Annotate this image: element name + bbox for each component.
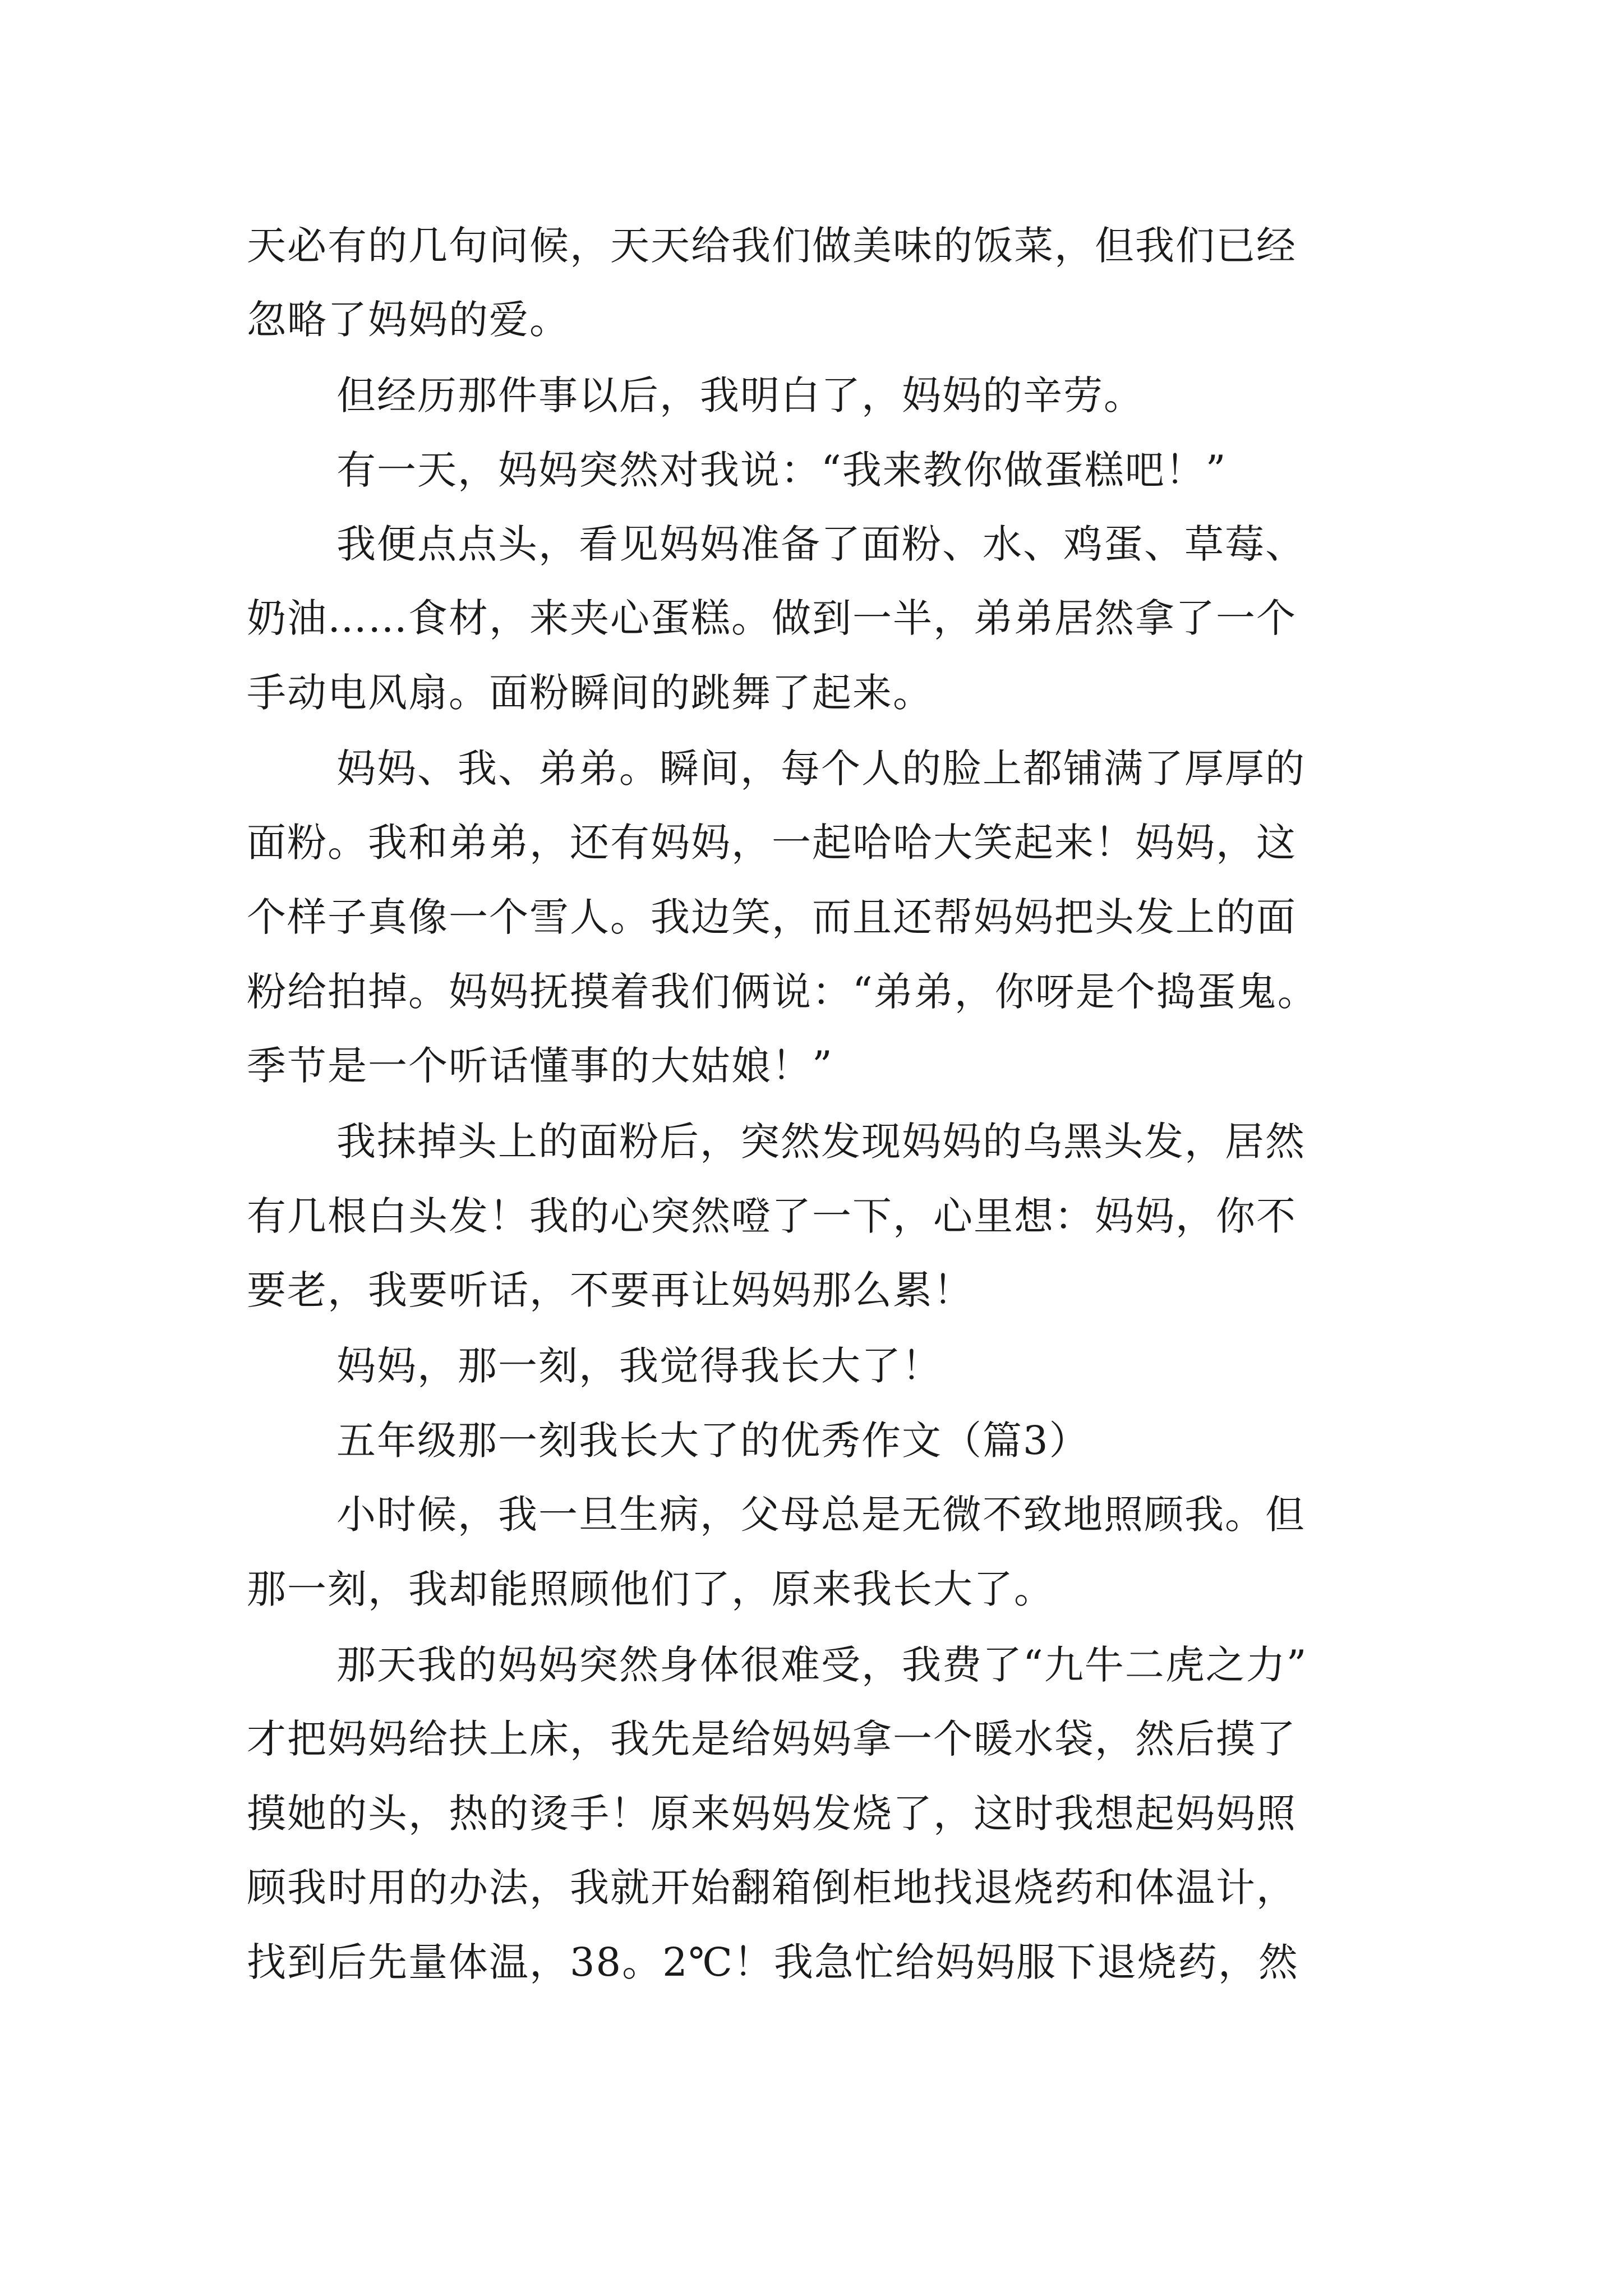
text-line: 忽略了妈妈的爱。 [247, 297, 570, 343]
text-line: 季节是一个听话懂事的大姑娘！” [247, 1043, 833, 1089]
text-line: 要老，我要听话，不要再让妈妈那么累！ [247, 1267, 974, 1313]
text-line: 粉给拍掉。妈妈抚摸着我们俩说：“弟弟，你呀是个捣蛋鬼。 [247, 969, 1318, 1015]
text-line: 个样子真像一个雪人。我边笑，而且还帮妈妈把头发上的面 [247, 894, 1297, 940]
text-line: 妈妈，那一刻，我觉得我长大了！ [336, 1343, 942, 1389]
text-line: 但经历那件事以后，我明白了，妈妈的辛劳。 [336, 372, 1144, 418]
text-line: 手动电风扇。面粉瞬间的跳舞了起来。 [247, 670, 933, 716]
text-line: 妈妈、我、弟弟。瞬间，每个人的脸上都铺满了厚厚的 [336, 746, 1306, 792]
text-line: 天必有的几句问候，天天给我们做美味的饭菜，但我们已经 [247, 223, 1297, 269]
text-line: 奶油……食材，来夹心蛋糕。做到一半，弟弟居然拿了一个 [247, 595, 1297, 641]
text-line: 面粉。我和弟弟，还有妈妈，一起哈哈大笑起来！妈妈，这 [247, 820, 1297, 866]
text-line: 才把妈妈给扶上床，我先是给妈妈拿一个暖水袋，然后摸了 [247, 1716, 1297, 1762]
text-line: 我抹掉头上的面粉后，突然发现妈妈的乌黑头发，居然 [336, 1119, 1306, 1165]
text-line: 找到后先量体温，38。2℃！我急忙给妈妈服下退烧药，然 [247, 1939, 1299, 1985]
text-line: 我便点点头，看见妈妈准备了面粉、水、鸡蛋、草莓、 [336, 521, 1306, 567]
text-line: 那天我的妈妈突然身体很难受，我费了“九牛二虎之力” [336, 1642, 1308, 1688]
section-heading: 五年级那一刻我长大了的优秀作文（篇3） [336, 1418, 1090, 1464]
text-line: 小时候，我一旦生病，父母总是无微不致地照顾我。但 [336, 1492, 1306, 1538]
text-line: 有几根白头发！我的心突然噔了一下，心里想：妈妈，你不 [247, 1193, 1297, 1239]
text-line: 有一天，妈妈突然对我说：“我来教你做蛋糕吧！” [336, 447, 1227, 493]
text-line: 顾我时用的办法，我就开始翻箱倒柜地找退烧药和体温计， [247, 1865, 1297, 1911]
text-line: 那一刻，我却能照顾他们了，原来我长大了。 [247, 1566, 1054, 1612]
text-line: 摸她的头，热的烫手！原来妈妈发烧了，这时我想起妈妈照 [247, 1791, 1297, 1837]
